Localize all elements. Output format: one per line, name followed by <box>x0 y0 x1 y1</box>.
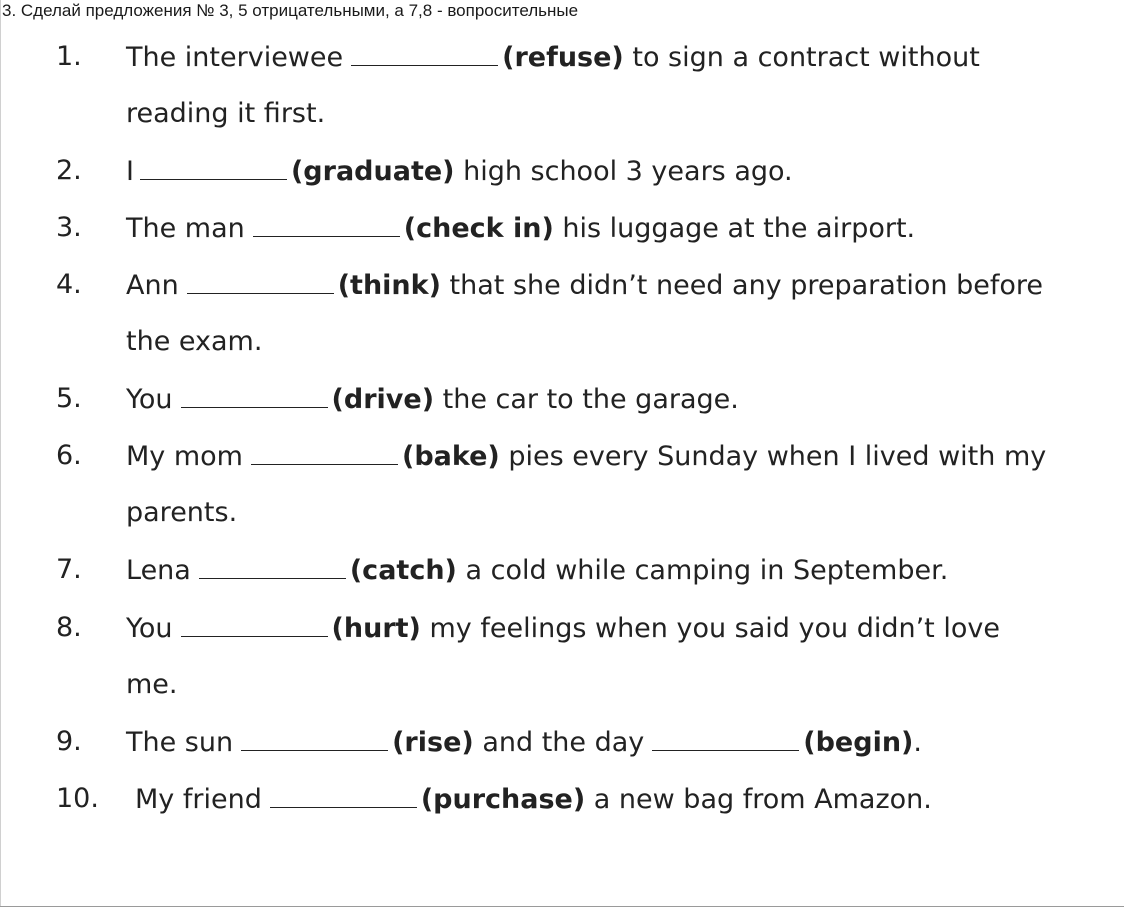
sentence-start: The interviewee <box>126 42 344 73</box>
exercise-item-10 <box>0 781 1124 817</box>
item-number: 6. <box>56 440 82 471</box>
verb-hint: (refuse) <box>502 42 624 73</box>
verb-hint-1: (rise) <box>392 727 474 758</box>
sentence-end: to sign a contract without <box>623 42 980 73</box>
item-number: 10. <box>56 783 99 814</box>
verb-hint-2: (begin) <box>803 727 914 758</box>
exercise-item-4-continuation <box>0 324 1124 360</box>
item-sentence <box>126 381 739 418</box>
item-number: 2. <box>56 155 82 186</box>
item-number: 9. <box>56 726 82 757</box>
item-sentence <box>126 39 980 76</box>
exercise-item-5 <box>0 381 1124 417</box>
exercise-item-6 <box>0 438 1124 474</box>
sentence-end: that she didn’t need any preparation before <box>440 270 1044 301</box>
verb-hint: (catch) <box>349 555 457 586</box>
item-sentence <box>126 610 1000 647</box>
answer-blank-2[interactable] <box>652 724 799 751</box>
sentence-end: pies every Sunday when I lived with my <box>499 441 1047 472</box>
verb-hint: (purchase) <box>420 784 586 815</box>
exercise-item-4 <box>0 267 1124 303</box>
sentence-start: My mom <box>126 441 243 472</box>
answer-blank[interactable] <box>181 610 328 637</box>
item-sentence <box>126 153 793 190</box>
bottom-border <box>0 906 1124 907</box>
sentence-continuation: reading it first. <box>126 98 326 129</box>
exercise-item-9 <box>0 724 1124 760</box>
exercise-item-7 <box>0 552 1124 588</box>
exercise-item-1-continuation <box>0 96 1124 132</box>
item-number: 4. <box>56 269 82 300</box>
sentence-end: a new bag from Amazon. <box>585 784 932 815</box>
item-sentence <box>126 267 1043 304</box>
item-sentence <box>126 210 915 247</box>
task-instruction: 3. Сделай предложения № 3, 5 отрицательными, а 7,8 - вопросительные <box>2 1 579 20</box>
verb-hint: (hurt) <box>331 613 421 644</box>
answer-blank[interactable] <box>270 781 417 808</box>
exercise-item-6-continuation <box>0 495 1124 531</box>
sentence-start: I <box>126 156 134 187</box>
answer-blank[interactable] <box>251 438 398 465</box>
exercise-item-3 <box>0 210 1124 246</box>
sentence-continuation: the exam. <box>126 326 263 357</box>
item-number: 8. <box>56 612 82 643</box>
answer-blank[interactable] <box>181 381 328 408</box>
verb-hint: (graduate) <box>290 156 455 187</box>
item-sentence <box>126 438 1046 475</box>
sentence-end: a cold while camping in September. <box>456 555 949 586</box>
sentence-continuation: parents. <box>126 497 238 528</box>
sentence-continuation: me. <box>126 669 178 700</box>
sentence-end: . <box>913 727 922 758</box>
sentence-start: You <box>126 613 173 644</box>
item-number: 5. <box>56 383 82 414</box>
item-sentence <box>126 724 922 761</box>
answer-blank[interactable] <box>187 267 334 294</box>
sentence-end: my feelings when you said you didn’t love <box>420 613 1000 644</box>
item-number: 1. <box>56 41 82 72</box>
answer-blank[interactable] <box>351 39 498 66</box>
exercise-item-8-continuation <box>0 667 1124 703</box>
exercise-item-2 <box>0 153 1124 189</box>
exercise-item-8 <box>0 610 1124 646</box>
sentence-middle: and the day <box>473 727 645 758</box>
item-sentence <box>126 552 948 589</box>
sentence-start: The man <box>126 213 245 244</box>
answer-blank[interactable] <box>253 210 400 237</box>
answer-blank[interactable] <box>199 552 346 579</box>
item-number: 3. <box>56 212 82 243</box>
verb-hint: (think) <box>337 270 441 301</box>
verb-hint: (check in) <box>403 213 554 244</box>
sentence-start: My friend <box>135 784 262 815</box>
sentence-start: Ann <box>126 270 179 301</box>
item-number: 7. <box>56 554 82 585</box>
sentence-start: You <box>126 384 173 415</box>
answer-blank[interactable] <box>140 153 287 180</box>
sentence-end: the car to the garage. <box>434 384 739 415</box>
exercise-item-1 <box>0 39 1124 75</box>
item-sentence <box>135 781 932 818</box>
verb-hint: (bake) <box>401 441 500 472</box>
sentence-start: Lena <box>126 555 191 586</box>
sentence-start: The sun <box>126 727 234 758</box>
answer-blank-1[interactable] <box>241 724 388 751</box>
sentence-end: his luggage at the airport. <box>553 213 916 244</box>
verb-hint: (drive) <box>331 384 435 415</box>
sentence-end: high school 3 years ago. <box>454 156 793 187</box>
